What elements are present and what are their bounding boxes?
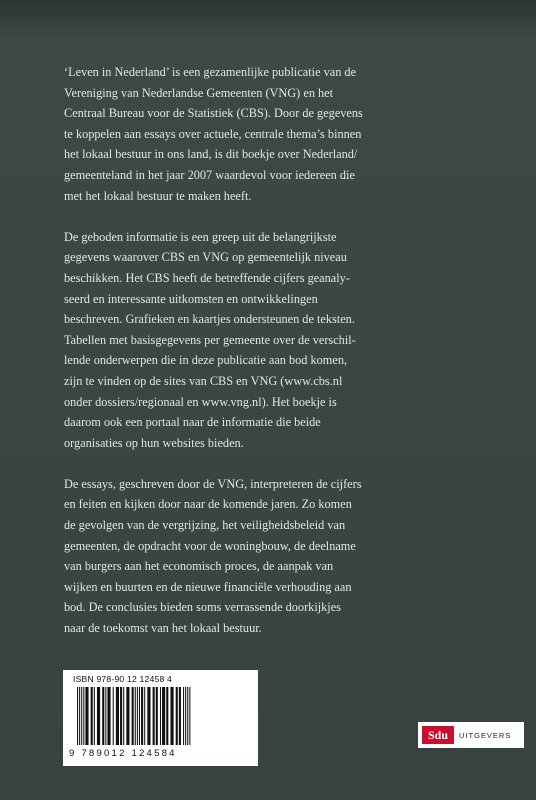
sdu-logo-mark: Sdu [422, 726, 454, 744]
publisher-name: UITGEVERS [459, 730, 512, 740]
text-line: en feiten en kijken door naar de komende jaren. Zo komen [64, 497, 352, 512]
text-line: gemeenteland in het jaar 2007 waardevol voor iedereen die [64, 167, 355, 182]
text-line: naar de toekomst van het lokaal bestuur. [64, 621, 262, 636]
ean-digits: 9 789012 124584 [69, 748, 177, 759]
text-line: het lokaal bestuur in ons land, is dit boekje over Nederland/ [64, 147, 358, 162]
blurb-text [64, 62, 484, 659]
text-line: van burgers aan het economisch proces, de aanpak van [64, 559, 334, 574]
blurb-paragraph-1 [64, 62, 484, 206]
text-line: met het lokaal bestuur te maken heeft. [64, 188, 252, 203]
publisher-logo [418, 722, 524, 748]
blurb-paragraph-3 [64, 474, 484, 639]
text-line: beschikken. Het CBS heeft de betreffende cijfers geanaly- [64, 270, 350, 285]
text-line: lende onderwerpen die in deze publicatie aan bod komen, [64, 353, 348, 368]
barcode-graphic [69, 687, 252, 747]
text-line: organisaties op hun websites bieden. [64, 435, 244, 450]
text-line: Centraal Bureau voor de Statistiek (CBS). Door de gegevens [64, 106, 363, 121]
text-line: te koppelen aan essays over actuele, centrale thema’s binnen [64, 126, 362, 141]
text-line: gemeenten, de opdracht voor de woningbouw, de deelname [64, 538, 356, 553]
text-line: onder dossiers/regionaal en www.vng.nl). Het boekje is [64, 394, 337, 409]
barcode-label [63, 670, 258, 766]
text-line: De essays, geschreven door de VNG, interpreteren de cijfers [64, 476, 362, 491]
text-line: Tabellen met basisgegevens per gemeente over de verschil- [64, 332, 356, 347]
text-line: bod. De conclusies bieden soms verrassende doorkijkjes [64, 600, 341, 615]
blurb-paragraph-2 [64, 227, 484, 454]
text-line: zijn te vinden op de sites van CBS en VNG (www.cbs.nl [64, 373, 343, 388]
text-line: daarom ook een portaal naar de informatie die beide [64, 415, 321, 430]
text-line: De geboden informatie is een greep uit de belangrijkste [64, 229, 337, 244]
text-line: de gevolgen van de vergrijzing, het veiligheidsbeleid van [64, 518, 346, 533]
text-line: beschreven. Grafieken en kaartjes ondersteunen de teksten. [64, 312, 355, 327]
text-line: Vereniging van Nederlandse Gemeenten (VNG) en het [64, 85, 334, 100]
text-line: wijken en buurten en de nieuwe financiële verhouding aan [64, 579, 352, 594]
text-line: gegevens waarover CBS en VNG op gemeentelijk niveau [64, 250, 347, 265]
text-line: seerd en interessante uitkomsten en ontwikkelingen [64, 291, 318, 306]
text-line: ‘Leven in Nederland’ is een gezamenlijke publicatie van de [64, 65, 357, 79]
isbn-number: ISBN 978-90 12 12458 4 [73, 674, 173, 684]
